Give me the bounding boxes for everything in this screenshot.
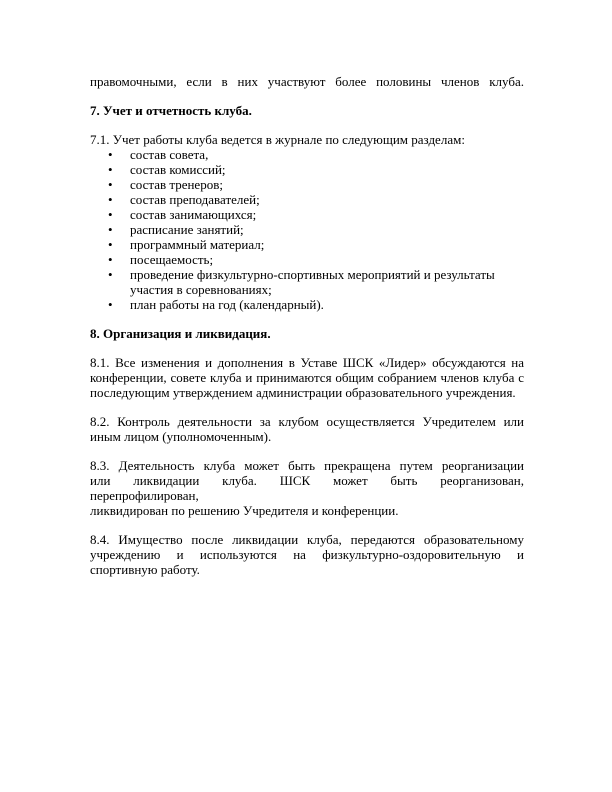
- bullet-icon: •: [108, 207, 113, 222]
- list-item: [90, 252, 524, 267]
- section-8-heading: 8. Организация и ликвидация.: [90, 326, 271, 341]
- list-item-text: расписание занятий;: [130, 222, 244, 237]
- paragraph-8-2: 8.2. Контроль деятельности за клубом осуществляется Учредителем или иным лицом (уполномоченным).: [90, 414, 524, 444]
- paragraph-8-3-line: перепрофилирован,: [90, 488, 199, 503]
- paragraph-8-3-line: 8.3. Деятельность клуба может быть прекращена путем реорганизации: [90, 458, 524, 473]
- bullet-icon: •: [108, 177, 113, 192]
- paragraph-8-3: [90, 458, 524, 518]
- list-item: [90, 177, 524, 192]
- bullet-icon: •: [108, 147, 113, 162]
- bullet-icon: •: [108, 162, 113, 177]
- paragraph-7-1: 7.1. Учет работы клуба ведется в журнале по следующим разделам:: [90, 132, 465, 147]
- list-item: [90, 297, 524, 312]
- list-item-text-continuation: участия в соревнованиях;: [130, 282, 272, 297]
- bullet-icon: •: [108, 252, 113, 267]
- paragraph-8-3-line: ликвидирован по решению Учредителя и конференции.: [90, 503, 399, 518]
- intro-line: правомочными, если в них участвуют более половины членов клуба.: [90, 74, 524, 89]
- list-item: [90, 237, 524, 252]
- list-item-text: состав тренеров;: [130, 177, 223, 192]
- paragraph-8-3-line: или ликвидации клуба. ШСК может быть реорганизован,: [90, 473, 524, 488]
- list-item: [90, 222, 524, 237]
- list-item: [90, 147, 524, 162]
- section-7-heading: 7. Учет и отчетность клуба.: [90, 103, 252, 118]
- paragraph-8-1: 8.1. Все изменения и дополнения в Уставе ШСК «Лидер» обсуждаются на конференции, совете клуба и принимаются общим собранием членов клуба с последующим утверждением администрации образовательного учреждения.: [90, 355, 524, 400]
- list-item: [90, 267, 524, 297]
- section-7-list: [90, 147, 524, 312]
- bullet-icon: •: [108, 222, 113, 237]
- list-item-text: состав преподавателей;: [130, 192, 260, 207]
- list-item: [90, 192, 524, 207]
- list-item-text: программный материал;: [130, 237, 265, 252]
- bullet-icon: •: [108, 237, 113, 252]
- list-item-text: посещаемость;: [130, 252, 214, 267]
- bullet-icon: •: [108, 297, 113, 312]
- bullet-icon: •: [108, 267, 113, 282]
- list-item-text: состав комиссий;: [130, 162, 226, 177]
- document-body: [90, 74, 524, 577]
- list-item-text: состав совета,: [130, 147, 209, 162]
- list-item-text: план работы на год (календарный).: [130, 297, 324, 312]
- list-item: [90, 162, 524, 177]
- paragraph-8-4: 8.4. Имущество после ликвидации клуба, передаются образовательному учреждению и используются на физкультурно-оздоровительную и спортивную работу.: [90, 532, 524, 577]
- list-item-text: состав занимающихся;: [130, 207, 257, 222]
- bullet-icon: •: [108, 192, 113, 207]
- list-item: [90, 207, 524, 222]
- list-item-text: проведение физкультурно-спортивных мероприятий и результаты: [130, 267, 495, 282]
